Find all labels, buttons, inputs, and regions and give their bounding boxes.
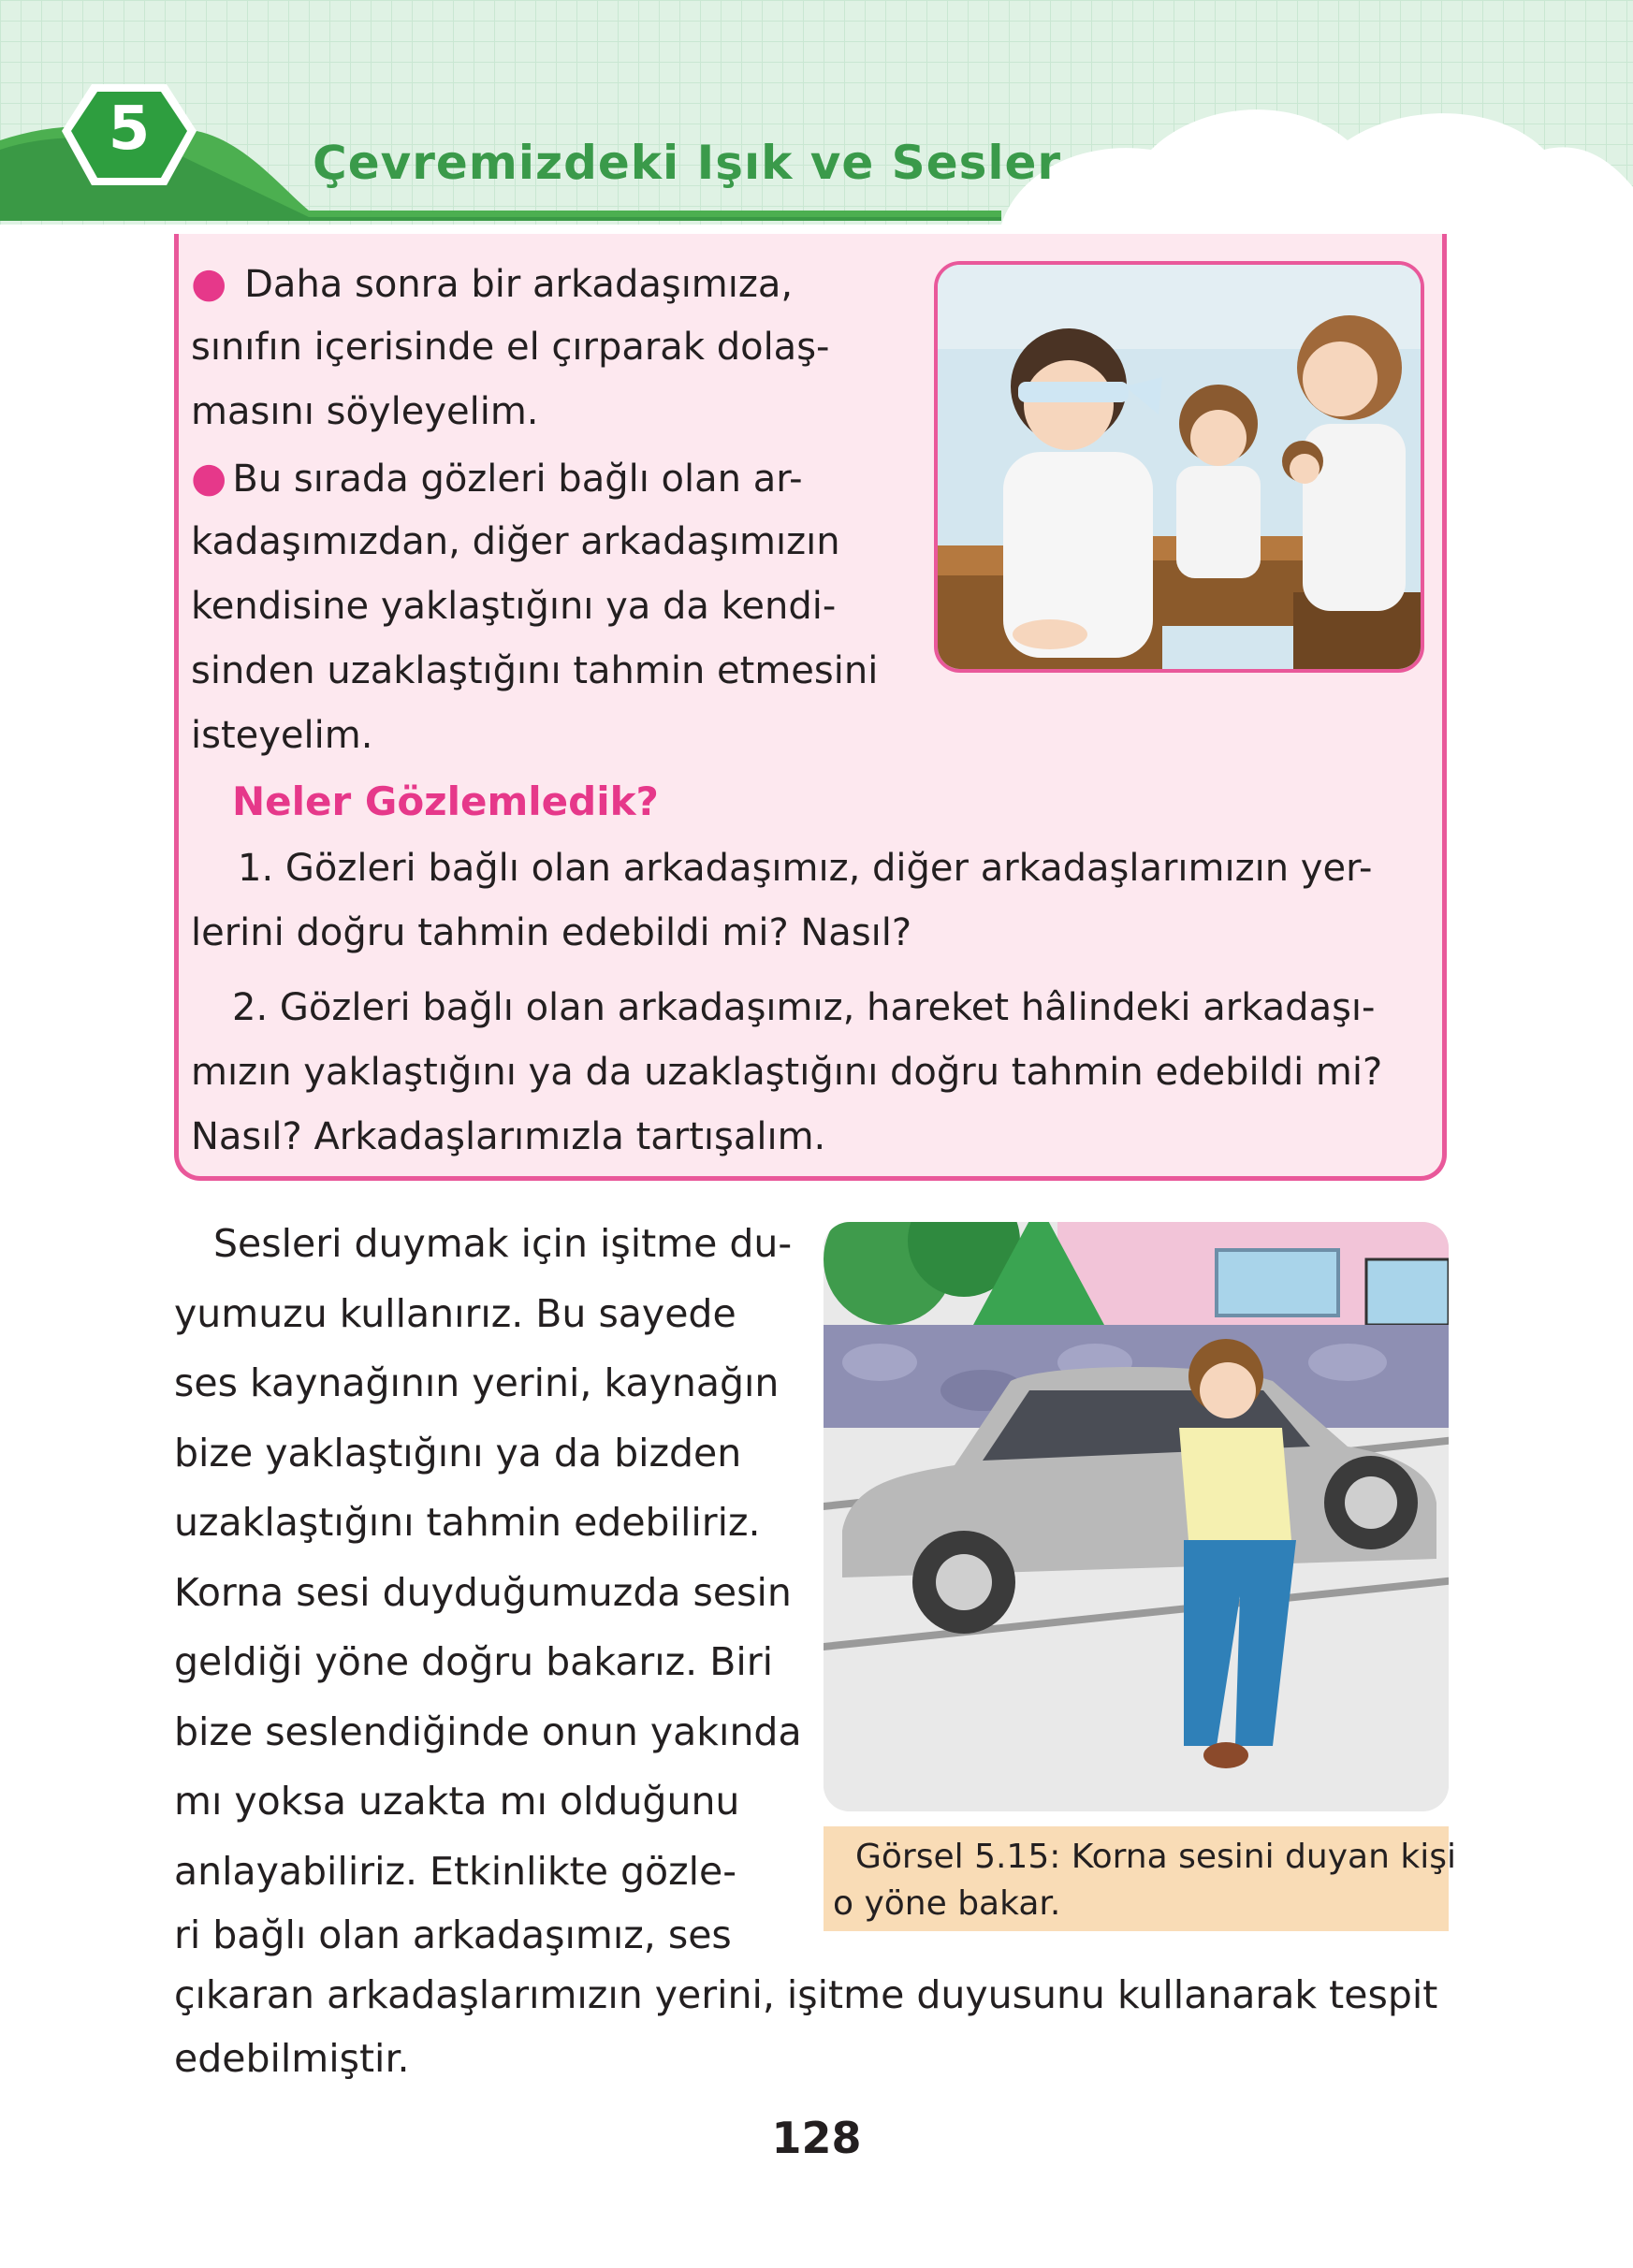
text-line: isteyelim.: [191, 714, 373, 757]
bullet-icon: ●: [191, 454, 227, 502]
text-line: sınıfın içerisinde el çırparak dolaş-: [191, 326, 830, 369]
body-paragraph: [174, 1209, 802, 1964]
caption-line: o yöne bakar.: [833, 1884, 1061, 1923]
text-line: edebilmiştir.: [174, 2036, 410, 2081]
text-line: anlayabiliriz. Etkinlikte gözle-: [174, 1848, 737, 1894]
car-illustration: [824, 1222, 1449, 1811]
text-line: mızın yaklaştığını ya da uzaklaştığını doğru tahmin edebildi mi?: [191, 1051, 1383, 1094]
text-line: Daha sonra bir arkadaşımıza,: [244, 263, 794, 306]
text-line: Korna sesi duyduğumuzda sesin: [174, 1569, 792, 1615]
text-line: kendisine yaklaştığını ya da kendi-: [191, 585, 837, 628]
text-line: çıkaran arkadaşlarımızın yerini, işitme duyusunu kullanarak tespit: [174, 1972, 1438, 2017]
text-line: Sesleri duymak için işitme du-: [213, 1221, 793, 1266]
text-line: 2. Gözleri bağlı olan arkadaşımız, hareket hâlindeki arkadaşı-: [232, 986, 1376, 1029]
activity-bullet-1: [191, 251, 893, 444]
header-banner: [0, 0, 1633, 234]
body-paragraph-wide: [174, 1963, 1449, 2090]
question-1: [191, 836, 1436, 966]
text-line: geldiği yöne doğru bakarız. Biri: [174, 1639, 774, 1684]
chapter-title: Çevremizdeki Işık ve Sesler: [313, 136, 1062, 190]
activity-bullet-2: [191, 445, 893, 768]
text-line: 1. Gözleri bağlı olan arkadaşımız, diğer arkadaşlarımızın yer-: [238, 847, 1373, 890]
questions-heading: Neler Gözlemledik?: [232, 778, 659, 824]
text-line: bize yaklaştığını ya da bizden: [174, 1430, 742, 1476]
text-line: uzaklaştığını tahmin edebiliriz.: [174, 1500, 761, 1545]
figure-caption: [833, 1834, 1456, 1927]
text-line: ri bağlı olan arkadaşımız, ses: [174, 1912, 732, 1957]
text-line: mı yoksa uzakta mı olduğunu: [174, 1779, 740, 1824]
cloud-shape: [1001, 109, 1633, 234]
text-line: lerini doğru tahmin edebildi mi? Nasıl?: [191, 911, 912, 954]
text-line: sinden uzaklaştığını tahmin etmesini: [191, 649, 879, 692]
page-number: 128: [771, 2113, 862, 2163]
text-line: Nasıl? Arkadaşlarımızla tartışalım.: [191, 1115, 826, 1158]
bullet-icon: ●: [191, 259, 227, 307]
caption-line: Görsel 5.15: Korna sesini duyan kişi: [855, 1838, 1456, 1876]
text-line: yumuzu kullanırız. Bu sayede: [174, 1290, 736, 1336]
classroom-illustration: [934, 261, 1424, 673]
question-2: [191, 976, 1436, 1170]
text-line: ses kaynağının yerini, kaynağın: [174, 1360, 780, 1405]
text-line: bize seslendiğinde onun yakında: [174, 1708, 802, 1754]
chapter-number: 5: [108, 94, 151, 164]
text-line: kadaşımızdan, diğer arkadaşımızın: [191, 520, 840, 563]
text-line: Bu sırada gözleri bağlı olan ar-: [232, 458, 803, 501]
text-line: masını söyleyelim.: [191, 390, 539, 433]
